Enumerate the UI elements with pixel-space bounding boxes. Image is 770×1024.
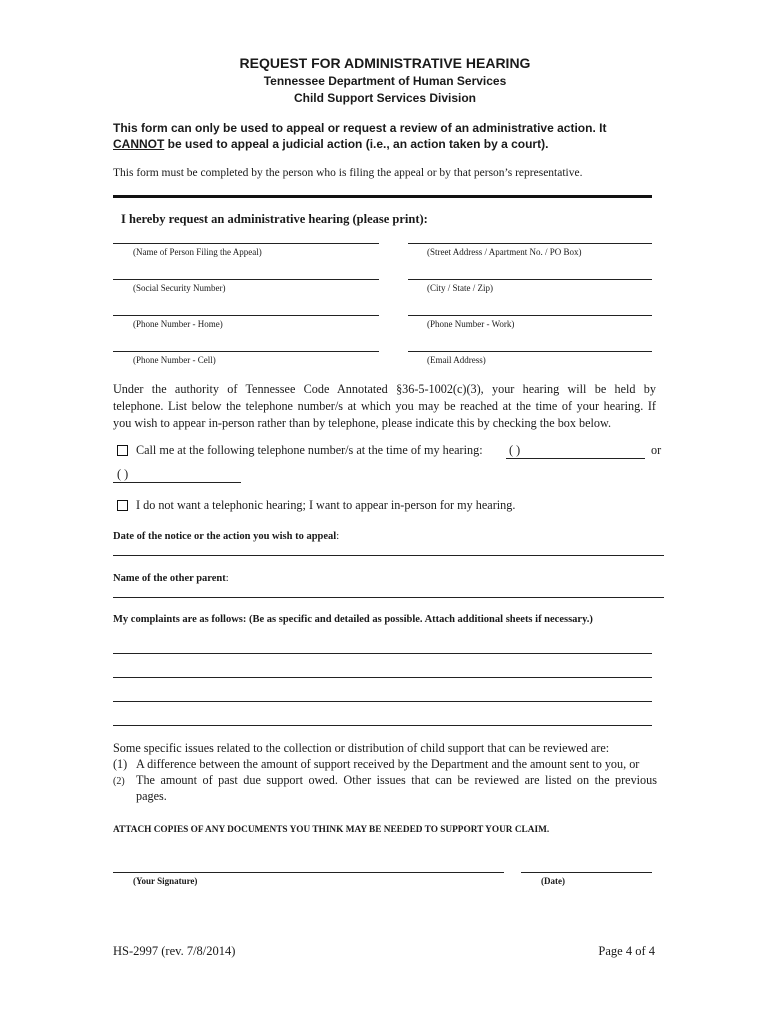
- notice-line-2-rest: be used to appeal a judicial action (i.e., an action taken by a court).: [164, 137, 549, 151]
- issues-intro: Some specific issues related to the collection or distribution of child support that can be reviewed are:: [113, 741, 610, 755]
- work-phone-field-line[interactable]: [408, 315, 652, 316]
- date-of-notice-text: Date of the notice or the action you wish to appeal: [113, 531, 337, 542]
- phone-1-field-line[interactable]: [506, 458, 645, 459]
- call-me-checkbox[interactable]: [117, 445, 128, 456]
- issue-2-line-1: The amount of past due support owed. Other issues that can be reviewed are listed on the previous: [136, 773, 657, 787]
- page-title: REQUEST FOR ADMINISTRATIVE HEARING: [239, 55, 531, 71]
- issue-2-number: (2): [113, 776, 125, 787]
- cell-phone-field-line[interactable]: [113, 351, 379, 352]
- call-me-label: Call me at the following telephone number/s at the time of my hearing:: [136, 443, 483, 457]
- signature-label: (Your Signature): [133, 876, 198, 886]
- other-parent-text: Name of the other parent: [113, 573, 226, 584]
- signature-line[interactable]: [113, 872, 504, 873]
- request-heading: I hereby request an administrative hearing (please print):: [121, 212, 428, 226]
- authority-line-1: Under the authority of Tennessee Code Annotated §36-5-1002(c)(3), your hearing will be held by: [113, 382, 656, 396]
- city-state-zip-field-line[interactable]: [408, 279, 652, 280]
- date-of-notice-colon: :: [336, 531, 340, 542]
- notice-line-2: [113, 137, 548, 151]
- completion-instruction: This form must be completed by the person who is filing the appeal or by that person’s representative.: [113, 167, 583, 179]
- in-person-label: I do not want a telephonic hearing; I want to appear in-person for my hearing.: [136, 498, 516, 512]
- work-phone-field-label: (Phone Number - Work): [427, 319, 515, 329]
- form-id: HS-2997 (rev. 7/8/2014): [113, 944, 236, 958]
- phone-1-area-code: ( ): [509, 443, 521, 457]
- issue-1-number: (1): [113, 757, 128, 771]
- email-field-line[interactable]: [408, 351, 652, 352]
- in-person-checkbox[interactable]: [117, 500, 128, 511]
- home-phone-field-label: (Phone Number - Home): [133, 319, 223, 329]
- other-parent-label: [113, 573, 229, 584]
- other-parent-field-line[interactable]: [113, 597, 664, 598]
- cannot-emphasis: CANNOT: [113, 137, 165, 151]
- street-address-field-label: (Street Address / Apartment No. / PO Box): [427, 247, 582, 257]
- phone-2-area-code: ( ): [117, 467, 129, 481]
- complaint-line[interactable]: [113, 653, 652, 654]
- authority-line-3: you wish to appear in-person rather than by telephone, please indicate this by checking the box below.: [113, 416, 612, 430]
- complaints-label: My complaints are as follows: (Be as specific and detailed as possible. Attach additional sheets if necessary.): [113, 614, 593, 625]
- email-field-label: (Email Address): [427, 355, 486, 365]
- home-phone-field-line[interactable]: [113, 315, 379, 316]
- ssn-field-line[interactable]: [113, 279, 379, 280]
- phone-2-field-line[interactable]: [113, 482, 241, 483]
- date-label: (Date): [541, 876, 565, 886]
- authority-line-2: telephone. List below the telephone number/s at which you may be reached at the time of your hearing. If: [113, 399, 656, 413]
- complaint-line[interactable]: [113, 725, 652, 726]
- date-line[interactable]: [521, 872, 652, 873]
- date-of-notice-label: [113, 531, 339, 542]
- complaint-line[interactable]: [113, 677, 652, 678]
- complaint-line[interactable]: [113, 701, 652, 702]
- or-text: or: [651, 443, 662, 457]
- issue-2-line-2: pages.: [136, 789, 167, 803]
- city-state-zip-field-label: (City / State / Zip): [427, 283, 493, 293]
- section-divider: [113, 195, 652, 198]
- cell-phone-field-label: (Phone Number - Cell): [133, 355, 216, 365]
- page-number: Page 4 of 4: [598, 944, 655, 958]
- division-name: Child Support Services Division: [293, 91, 477, 105]
- name-field-line[interactable]: [113, 243, 379, 244]
- ssn-field-label: (Social Security Number): [133, 283, 226, 293]
- street-address-field-line[interactable]: [408, 243, 652, 244]
- date-of-notice-field-line[interactable]: [113, 555, 664, 556]
- issue-1-text: A difference between the amount of support received by the Department and the amount sent to you, or: [136, 757, 640, 771]
- attach-documents-note: ATTACH COPIES OF ANY DOCUMENTS YOU THINK MAY BE NEEDED TO SUPPORT YOUR CLAIM.: [113, 825, 550, 835]
- department-name: Tennessee Department of Human Services: [263, 74, 507, 88]
- name-field-label: (Name of Person Filing the Appeal): [133, 247, 262, 257]
- other-parent-colon: :: [225, 573, 229, 584]
- notice-line-1: This form can only be used to appeal or request a review of an administrative action. It: [113, 121, 607, 135]
